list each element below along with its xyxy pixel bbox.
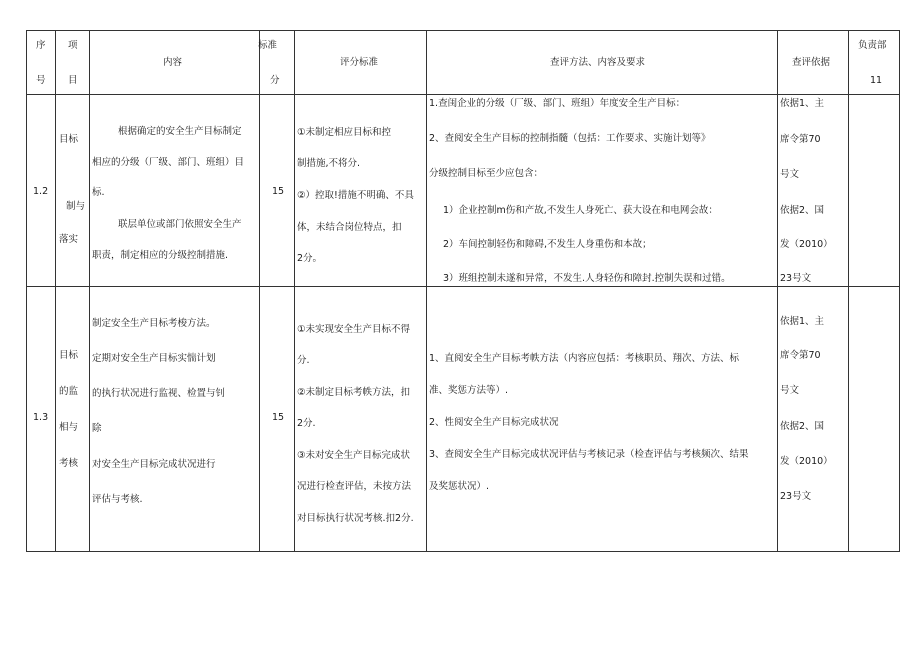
row-item-line: 相与 (59, 422, 79, 433)
row-criteria-line: 2分. (297, 418, 316, 429)
row-content-line: 标. (92, 187, 105, 198)
header-criteria: 评分标准 (340, 57, 379, 68)
header-dept: 11 (870, 75, 883, 86)
row-criteria-line: 对目标执行状况考核.扣2分. (297, 513, 414, 524)
row-criteria-line: 体，未结合岗位特点，扣 (297, 222, 402, 233)
row-item-line: 目标 (59, 134, 79, 145)
column-divider (426, 30, 427, 552)
row-item-line: 制与 (66, 201, 86, 212)
row-content-line: 对安全生产目标完成状况进行 (92, 459, 216, 470)
row-method-line: 及奖惩状况）. (429, 481, 490, 492)
row-basis-line: 号文 (780, 385, 800, 396)
row-score: 15 (272, 186, 285, 197)
row-criteria-line: ①未实现安全生产目标不得 (297, 324, 411, 335)
row-content-line: 根据确定的安全生产目标制定 (118, 126, 242, 137)
row-basis-line: 席令第70 (780, 134, 821, 145)
row-method-line: 3、查阅安全生产目标完成状况评估与考核记录（检查评估与考核频次、结果 (429, 449, 749, 460)
row-method-line: 3）班组控制未遂和异常，不发生.人身轻伤和障封.控制失误和过错。 (443, 273, 731, 284)
row-item-line: 落实 (59, 234, 79, 245)
row-score: 15 (272, 412, 285, 423)
table-border-left (26, 30, 27, 552)
column-divider (777, 30, 778, 552)
row-basis-line: 依据1、主 (780, 98, 825, 109)
row-basis-line: 席令第70 (780, 350, 821, 361)
column-divider (848, 30, 849, 552)
row-item-line: 目标 (59, 350, 79, 361)
header-score: 分 (270, 75, 280, 86)
column-divider (89, 30, 90, 552)
header-item: 项 (68, 40, 78, 51)
row-basis-line: 发（2010） (780, 456, 833, 467)
row-content-line: 的执行状况进行监视、检置与钊 (92, 388, 226, 399)
row-criteria-line: ②）控取!措施不明确、不具 (297, 190, 414, 201)
column-divider (259, 30, 260, 552)
row-criteria-line: 制措施,不将分. (297, 158, 361, 169)
row-content-line: 定期对安全生产目标实惴计划 (92, 353, 216, 364)
header-item: 目 (68, 75, 78, 86)
row-item-line: 的监 (59, 386, 79, 397)
row-method-line: 1）企业控制m伤和产故,不发生人身死亡、获大设在和电网会故： (443, 205, 718, 216)
row-basis-line: 23号文 (780, 491, 812, 502)
row-basis-line: 依据1、主 (780, 316, 825, 327)
row-content-line: 相应的分级（厂级、部门、班组）目 (92, 157, 245, 168)
row-item-line: 考核 (59, 458, 79, 469)
row-seq: 1.3 (33, 412, 49, 423)
row-method-line: 2、性阅安全生产目标完成状况 (429, 417, 559, 428)
row-basis-line: 发（2010） (780, 239, 833, 250)
row-divider (26, 286, 900, 287)
row-criteria-line: ②未制定目标考帙方法，扣 (297, 387, 411, 398)
row-criteria-line: 2分。 (297, 253, 323, 264)
row-criteria-line: 况进行检查评估，未按方法 (297, 481, 412, 492)
row-content-line: 评估与考核. (92, 494, 143, 505)
row-criteria-line: ①未制定相应目标和控 (297, 127, 392, 138)
header-method: 查评方法、内容及要求 (550, 57, 646, 68)
table-border-right (899, 30, 900, 552)
row-method-line: 2）车间控制轻伤和障碍,不发生人身重伤和本故； (443, 239, 652, 250)
header-dept: 负责部 (858, 40, 887, 51)
header-seq: 序 (36, 40, 46, 51)
row-criteria-line: 分. (297, 355, 310, 366)
header-basis: 查评依据 (792, 57, 831, 68)
row-method-line: 1、直阅安全生产目标考帙方法（内容应包括：考核职员、翔次、方法、标 (429, 353, 740, 364)
row-method-line: 分级控制目标至少应包含： (429, 168, 544, 179)
row-content-line: 职责，制定相应的分级控制措施. (92, 250, 229, 261)
row-method-line: 1.查闺企业的分级（厂级、部门、班组）年度安全生产目标： (429, 98, 686, 109)
table-border-bottom (26, 551, 900, 552)
row-seq: 1.2 (33, 186, 49, 197)
row-content-line: 制定安全生产目标考梭方法。 (92, 318, 216, 329)
row-method-line: 准、奖惩方法等）. (429, 385, 509, 396)
header-seq: 号 (36, 75, 46, 86)
header-score: 标准 (258, 40, 278, 51)
row-basis-line: 号文 (780, 169, 800, 180)
row-content-line: 联层单位或部门依照安全生产 (118, 219, 242, 230)
table-border-top (26, 30, 900, 31)
row-basis-line: 依据2、国 (780, 205, 825, 216)
row-method-line: 2、查阅安全生产目标的控制指髓（包括：工作要求、实施计划等》 (429, 133, 711, 144)
column-divider (55, 30, 56, 552)
column-divider (294, 30, 295, 552)
header-content: 内容 (163, 57, 183, 68)
row-basis-line: 依据2、国 (780, 421, 825, 432)
row-divider (26, 94, 900, 95)
row-basis-line: 23号文 (780, 273, 812, 284)
row-criteria-line: ③未对安全生产目标完成状 (297, 450, 411, 461)
row-content-line: 除 (92, 423, 102, 434)
